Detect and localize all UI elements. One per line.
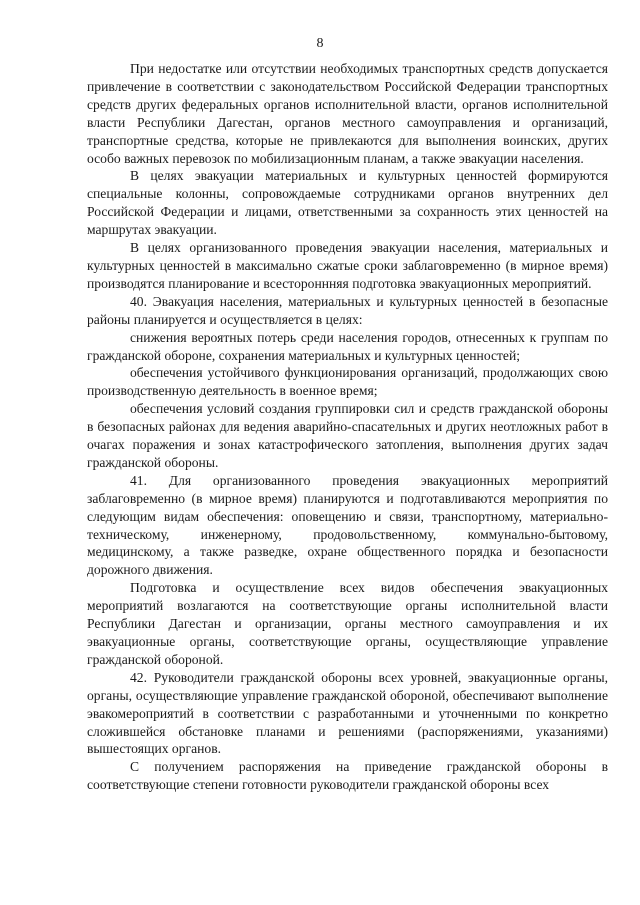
paragraph-item-40: 40. Эвакуация населения, материальных и культурных ценностей в безопасные районы планируется и осуществляется в целях: bbox=[87, 293, 608, 327]
paragraph-item-41: 41. Для организованного проведения эвакуационных мероприятий заблаговременно (в мирное время) планируются и подготавливаются мероприятия по следующим видам обеспечения: оповещению и связи, транспортному, материально-техническому, инженерному, продовольственному, коммунально-бытовому, медицинскому, а также разведке, охране общественного порядка и безопасности дорожного движения. bbox=[87, 472, 608, 578]
paragraph-item-42: 42. Руководители гражданской обороны всех уровней, эвакуационные органы, органы, осуществляющие управление гражданской обороной, обеспечивают выполнение эвакомероприятий в соответствии с разработанными и уточненными по конкретно сложившейся обстановке планами и решениями (распоряжениями, указаниями) вышестоящих органов. bbox=[87, 669, 608, 757]
paragraph-planning: В целях организованного проведения эвакуации населения, материальных и культурных ценностей в максимально сжатые сроки заблаговременно (в мирное время) производятся планирование и всестороннняя подготовка эвакуационных мероприятий. bbox=[87, 240, 608, 291]
document-body bbox=[87, 60, 608, 794]
paragraph-special-columns: В целях эвакуации материальных и культурных ценностей формируются специальные колонны, сопровождаемые сотрудниками органов внутренних дел Российской Федерации и лицами, ответственными за сохранность этих ценностей на маршрутах эвакуации. bbox=[87, 168, 608, 238]
page-number: 8 bbox=[316, 36, 324, 51]
paragraph-readiness-order: С получением распоряжения на приведение гражданской обороны в соответствующие степени готовности руководители гражданской обороны всех bbox=[87, 759, 608, 793]
paragraph-transport-shortage: При недостатке или отсутствии необходимых транспортных средств допускается привлечение в соответствии с законодательством Российской Федерации транспортных средств других федеральных органов исполнительной власти, органов исполнительной власти Республики Дагестан, органов местного самоуправления и организаций, транспортные средства, которые не привлекаются для выполнения воинских, других особо важных перевозок по мобилизационным планам, а также эвакуации населения. bbox=[87, 61, 608, 166]
paragraph-reduce-losses: снижения вероятных потерь среди населения городов, отнесенных к группам по гражданской обороне, сохранения материальных и культурных ценностей; bbox=[87, 329, 608, 363]
paragraph-stable-functioning: обеспечения устойчивого функционирования организаций, продолжающих свою производственную деятельность в военное время; bbox=[87, 365, 608, 399]
paragraph-support-preparation: Подготовка и осуществление всех видов обеспечения эвакуационных мероприятий возлагаются на соответствующие органы исполнительной власти Республики Дагестан и организации, органы местного самоуправления и их эвакуационные органы, соответствующие органы, осуществляющие управление гражданской обороной. bbox=[87, 580, 608, 667]
paragraph-forces-grouping: обеспечения условий создания группировки сил и средств гражданской обороны в безопасных районах для ведения аварийно-спасательных и других неотложных работ в очагах поражения и зонах катастрофического затопления, выполнения других задач гражданской обороны. bbox=[87, 401, 608, 470]
